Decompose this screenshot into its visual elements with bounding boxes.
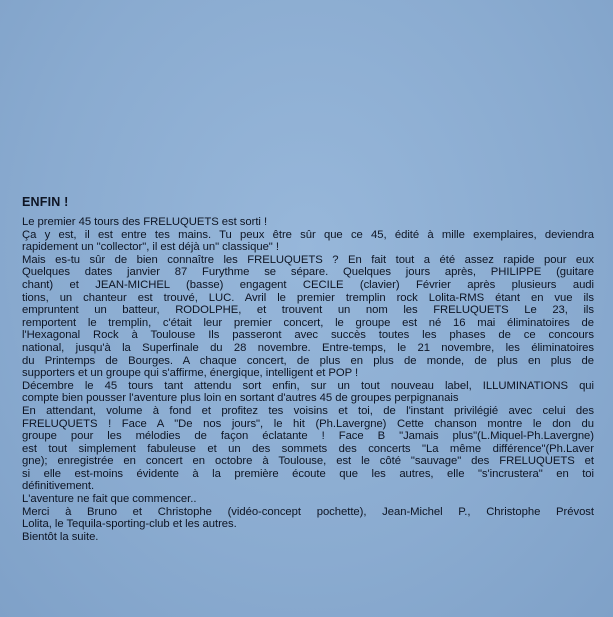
text-line: Bientôt la suite. (22, 530, 99, 543)
text-line: Lolita, le Tequila-sporting-club et les autres. (22, 518, 237, 531)
text-line: gne); enregistrée en concert en octobre à Toulouse, est le côté "sauvage" des FRELUQUETS et (22, 455, 594, 468)
text-line: est tout simplement fabuleuse et un des sommets des concerts "La même différence"(Ph.Laver (22, 442, 594, 455)
text-line: Merci à Bruno et Christophe (vidéo-concept pochette), Jean-Michel P., Christophe Prévost (22, 505, 594, 518)
text-line: définitivement. (22, 480, 95, 493)
text-line: empruntent un batteur, RODOLPHE, et trouvent un nom les FRELUQUETS Le 23, ils (22, 304, 594, 317)
text-line: rapidement un "collector", il est déjà un" classique" ! (22, 241, 279, 254)
body-text (22, 216, 594, 543)
text-line: du Printemps de Bourges. A chaque concert, de plus en plus de monde, de plus en plus de (22, 354, 594, 367)
text-line: chant) et JEAN-MICHEL (basse) engagent CECILE (clavier) Février après plusieurs audi (22, 278, 594, 291)
text-line: Quelques dates janvier 87 Furythme se sépare. Quelques jours après, PHILIPPE (guitare (22, 266, 594, 279)
text-line: En attendant, volume à fond et profitez tes voisins et toi, de l'instant privilégié avec celui des (22, 404, 594, 417)
text-line: compte bien pousser l'aventure plus loin en sortant d'autres 45 de groupes perpignanais (22, 392, 459, 405)
text-line: Ça y est, il est entre tes mains. Tu peux être sûr que ce 45, édité à mille exemplaires, deviendra (22, 228, 594, 241)
text-line: L'aventure ne fait que commencer.. (22, 493, 197, 506)
text-line: national, jusqu'à la Superfinale du 28 novembre. Entre-temps, le 21 novembre, les éliminatoires (22, 341, 594, 354)
heading: ENFIN ! (22, 195, 69, 209)
text-line: l'Hexagonal Rock à Toulouse Ils passeront avec succès toutes les phases de ce concours (22, 329, 594, 342)
text-line: FRELUQUETS ! Face A "De nos jours", le hit (Ph.Lavergne) Cette chanson montre le don du (22, 417, 594, 430)
text-line: si elle est-moins évidente à la première écoute que les autres, elle "s'incrustera" en toi (22, 467, 594, 480)
text-line: tions, un chanteur est trouvé, LUC. Avril le premier tremplin rock Lolita-RMS étant en vue ils (22, 291, 594, 304)
text-line: remportent le tremplin, c'était leur premier concert, le groupe est né 16 mai éliminatoires de (22, 316, 594, 329)
liner-notes (22, 195, 594, 543)
text-line: Décembre le 45 tours tant attendu sort enfin, sur un tout nouveau label, ILLUMINATIONS qui (22, 379, 594, 392)
text-line: Le premier 45 tours des FRELUQUETS est sorti ! (22, 216, 268, 228)
text-line: Mais es-tu sûr de bien connaître les FRELUQUETS ? En fait tout a été assez rapide pour eux (22, 253, 594, 266)
text-line: groupe pour les mélodies de façon éclatante ! Face B "Jamais plus"(L.Miquel-Ph.Lavergne) (22, 430, 594, 443)
text-line: supporters et un groupe qui s'affirme, énergique, intelligent et POP ! (22, 367, 359, 380)
